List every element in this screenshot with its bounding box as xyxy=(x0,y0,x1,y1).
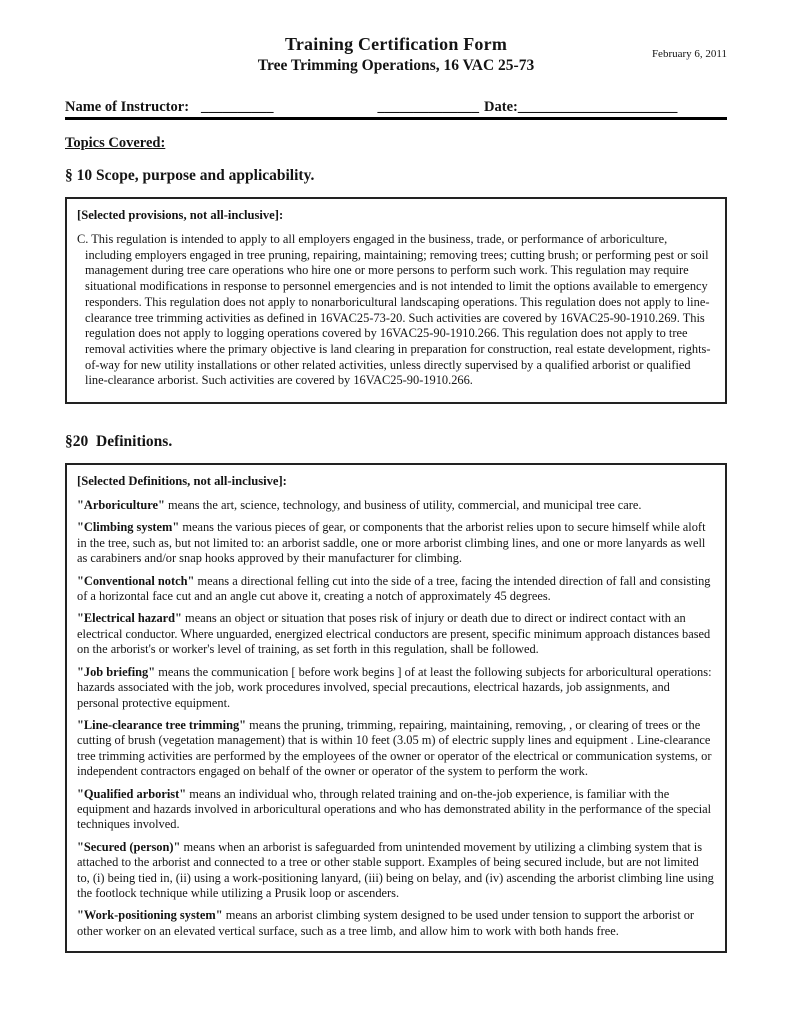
definition-text: means the pruning, trimming, repairing, maintaining, removing, , or clearing of trees or the cutting of brush (vegetation management) that is within 10 feet (3.05 m) of electric supply lines and equipment . Line-clearance tree trimming activities are performed by the employees of the owner or operator of the electrical or communication systems, or independent contractors engaged on behalf of the owner or operator of the system to perform the work. xyxy=(77,717,712,779)
provisions-box-label: [Selected provisions, not all-inclusive]: xyxy=(77,208,284,222)
instructor-name-blank-2: ______________ xyxy=(377,99,480,115)
date-label: Date: xyxy=(484,99,518,115)
definition-item xyxy=(77,520,714,566)
definitions-box xyxy=(65,463,727,953)
document-subtitle: Tree Trimming Operations, 16 VAC 25-73 xyxy=(257,57,535,74)
definition-text: means an arborist climbing system designed to be used under tension to support the arborist or other worker on an elevated vertical surface, such as a tree limb, and allow him to work with both hands free. xyxy=(77,908,695,938)
definition-item xyxy=(77,908,714,939)
definition-term: "Arboriculture" xyxy=(77,498,165,513)
provisions-box xyxy=(65,197,727,404)
document-title: Training Certification Form xyxy=(284,34,508,54)
definition-term: "Line-clearance tree trimming" xyxy=(77,717,247,732)
section-10-heading: § 10 Scope, purpose and applicability. xyxy=(65,167,315,184)
definition-text: means an individual who, through related training and on-the-job experience, is familiar with the equipment and hazards involved in arboricultural operations and who has demonstrated ability in the performance of the special techniques involved. xyxy=(77,786,712,832)
document-date: February 6, 2011 xyxy=(651,48,727,60)
definition-term: "Electrical hazard" xyxy=(77,611,182,626)
definition-item xyxy=(77,840,714,902)
definition-term: "Work-positioning system" xyxy=(77,908,223,923)
definition-text: means the various pieces of gear, or components that the arborist relies upon to secure himself while aloft in the tree, such as, but not limited to: an arborist saddle, one or more arborist climbing lines, and one or more lanyards as well as carabiners and/or snap hooks approved by their manufacturer for climbing. xyxy=(77,520,706,566)
definition-text: means the art, science, technology, and business of utility, commercial, and municipal tree care. xyxy=(164,498,642,513)
instructor-label: Name of Instructor: xyxy=(65,99,190,115)
date-blank: ______________________ xyxy=(517,99,678,115)
definition-item xyxy=(77,665,714,711)
instructor-name-blank-1: __________ xyxy=(201,99,274,115)
definition-text: means an object or situation that poses risk of injury or death due to direct or indirect contact with an electrical conductor. Where unguarded, energized electrical conductors are present, specific minimum approach distances based on the arborist's or worker's level of training, as set forth in this regulation, shall be followed. xyxy=(77,611,711,657)
definition-item xyxy=(77,787,714,833)
definition-term: "Secured (person)" xyxy=(77,839,181,854)
definition-text: means the communication [ before work begins ] of at least the following subjects for arboricultural operations: hazards associated with the job, work procedures involved, special precautions, electrical hazards, job assignments, and personal protective equipment. xyxy=(77,664,712,710)
definition-item xyxy=(77,574,714,605)
definition-item xyxy=(77,498,714,513)
instructor-date-row xyxy=(65,99,727,120)
definition-term: "Climbing system" xyxy=(77,520,180,535)
definitions-box-label: [Selected Definitions, not all-inclusive]: xyxy=(77,474,287,489)
topics-covered-heading: Topics Covered: xyxy=(65,135,166,151)
definition-term: "Conventional notch" xyxy=(77,573,195,588)
definition-text: means a directional felling cut into the side of a tree, facing the intended direction of fall and consisting of a horizontal face cut and an angle cut above it, creating a notch of approximately 45 degrees. xyxy=(77,573,711,604)
document-header xyxy=(65,34,727,75)
definition-text: means when an arborist is safeguarded from unintended movement by utilizing a climbing system that is attached to the arborist and connected to a tree or other stable support. Examples of being secured include, but are not limited to, (i) being tied in, (ii) using a work-positioning lanyard, (iii) being on belay, and (iv) ascending the arborist climbing line using the footlock technique while utilizing a Prusik loop or ascenders. xyxy=(77,839,714,900)
definition-term: "Job briefing" xyxy=(77,664,156,679)
definition-term: "Qualified arborist" xyxy=(77,786,187,801)
definition-item xyxy=(77,718,714,780)
definition-item xyxy=(77,611,714,657)
section-20-heading: §20 Definitions. xyxy=(65,433,173,451)
provisions-text: C. This regulation is intended to apply to all employers engaged in the business, trade, or performance of arboriculture, including employers engaged in tree pruning, repairing, maintaining; removing trees; cutting brush; or performing pest or soil management during tree care operations who hire one or more persons to perform such work. This regulation may require situational modifications in response to personnel emergencies and is not intended to limit the options available to emergency responders. This regulation does not apply to nonarboricultural landscaping operations. This regulation does not apply to line-clearance tree trimming activities as defined in 16VAC25-73-20. Such activities are covered by 16VAC25-90-1910.269. This regulation does not apply to logging operations covered by 16VAC25-90-1910.266. This regulation does not apply to tree removal activities where the primary objective is land clearing in preparation for construction, real estate development, rights-of-way for new utility installations or other related activities, unless directly supervised by a qualified arborist or qualified line-clearance arborist. Such activities are covered by 16VAC25-90-1910.266. xyxy=(77,232,711,388)
